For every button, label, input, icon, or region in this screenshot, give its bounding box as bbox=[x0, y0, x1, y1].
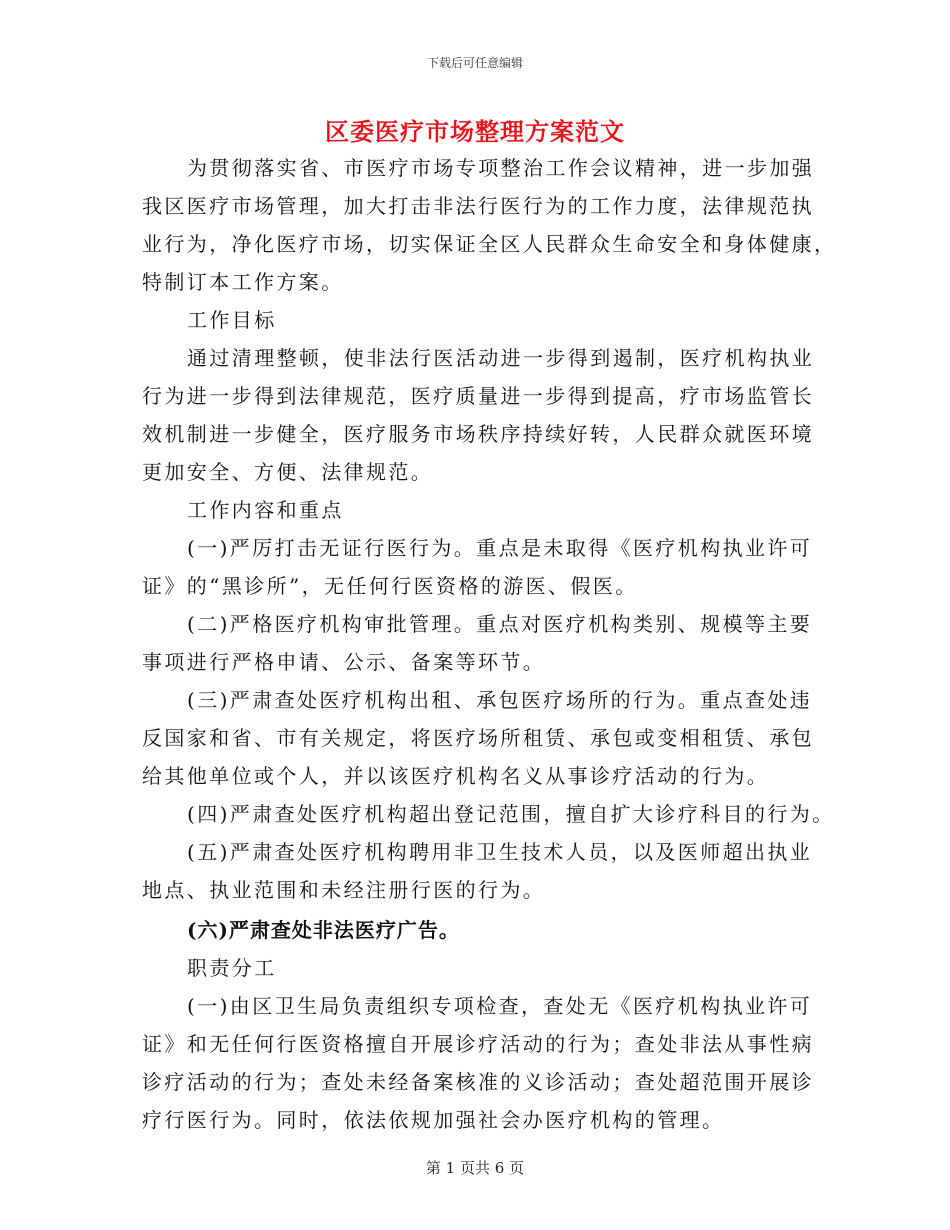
body-line: 诊疗活动的行为；查处未经备案核准的义诊活动；查处超范围开展诊 bbox=[142, 1070, 814, 1094]
body-line: 为贯彻落实省、市医疗市场专项整治工作会议精神，进一步加强 bbox=[187, 156, 815, 180]
body-line: 我区医疗市场管理，加大打击非法行医行为的工作力度，法律规范执 bbox=[142, 194, 814, 218]
section-heading: 工作内容和重点 bbox=[187, 498, 344, 522]
bold-item: (六)严肃查处非法医疗广告。 bbox=[187, 918, 460, 942]
body-line: 特制订本工作方案。 bbox=[142, 270, 344, 294]
body-line: 地点、执业范围和未经注册行医的行为。 bbox=[142, 878, 546, 902]
body-line: 疗行医行为。同时，依法依规加强社会办医疗机构的管理。 bbox=[142, 1108, 725, 1132]
body-line: 效机制进一步健全，医疗服务市场秩序持续好转，人民群众就医环境 bbox=[142, 422, 814, 446]
document-title: 区委医疗市场整理方案范文 bbox=[325, 117, 625, 146]
body-line: 反国家和省、市有关规定，将医疗场所租赁、承包或变相租赁、承包 bbox=[142, 726, 814, 750]
body-line: (一)由区卫生局负责组织专项检查，查处无《医疗机构执业许可 bbox=[187, 994, 813, 1018]
body-line: 通过清理整顿，使非法行医活动进一步得到遏制，医疗机构执业 bbox=[187, 346, 815, 370]
body-line: (二)严格医疗机构审批管理。重点对医疗机构类别、规模等主要 bbox=[187, 612, 813, 636]
section-heading: 工作目标 bbox=[187, 308, 277, 332]
body-line: (五)严肃查处医疗机构聘用非卫生技术人员，以及医师超出执业 bbox=[187, 840, 813, 864]
body-line: 证》和无任何行医资格擅自开展诊疗活动的行为；查处非法从事性病 bbox=[142, 1032, 814, 1056]
page-header: 下载后可任意编辑 bbox=[426, 56, 523, 70]
section-heading: 职责分工 bbox=[187, 956, 277, 980]
body-line: 行为进一步得到法律规范，医疗质量进一步得到提高，疗市场监管长 bbox=[142, 384, 814, 408]
body-line: 更加安全、方便、法律规范。 bbox=[142, 460, 434, 484]
body-line: 业行为，净化医疗市场，切实保证全区人民群众生命安全和身体健康， bbox=[142, 232, 837, 256]
body-line: 给其他单位或个人，并以该医疗机构名义从事诊疗活动的行为。 bbox=[142, 764, 770, 788]
body-line: (一)严厉打击无证行医行为。重点是未取得《医疗机构执业许可 bbox=[187, 536, 813, 560]
body-line: 事项进行严格申请、公示、备案等环节。 bbox=[142, 650, 546, 674]
body-line: (四)严肃查处医疗机构超出登记范围，擅自扩大诊疗科目的行为。 bbox=[187, 802, 835, 826]
body-line: 证》的“黑诊所”，无任何行医资格的游医、假医。 bbox=[142, 574, 638, 598]
body-line: (三)严肃查处医疗机构出租、承包医疗场所的行为。重点查处违 bbox=[187, 688, 813, 712]
page-footer: 第 1 页共 6 页 bbox=[425, 1159, 525, 1177]
